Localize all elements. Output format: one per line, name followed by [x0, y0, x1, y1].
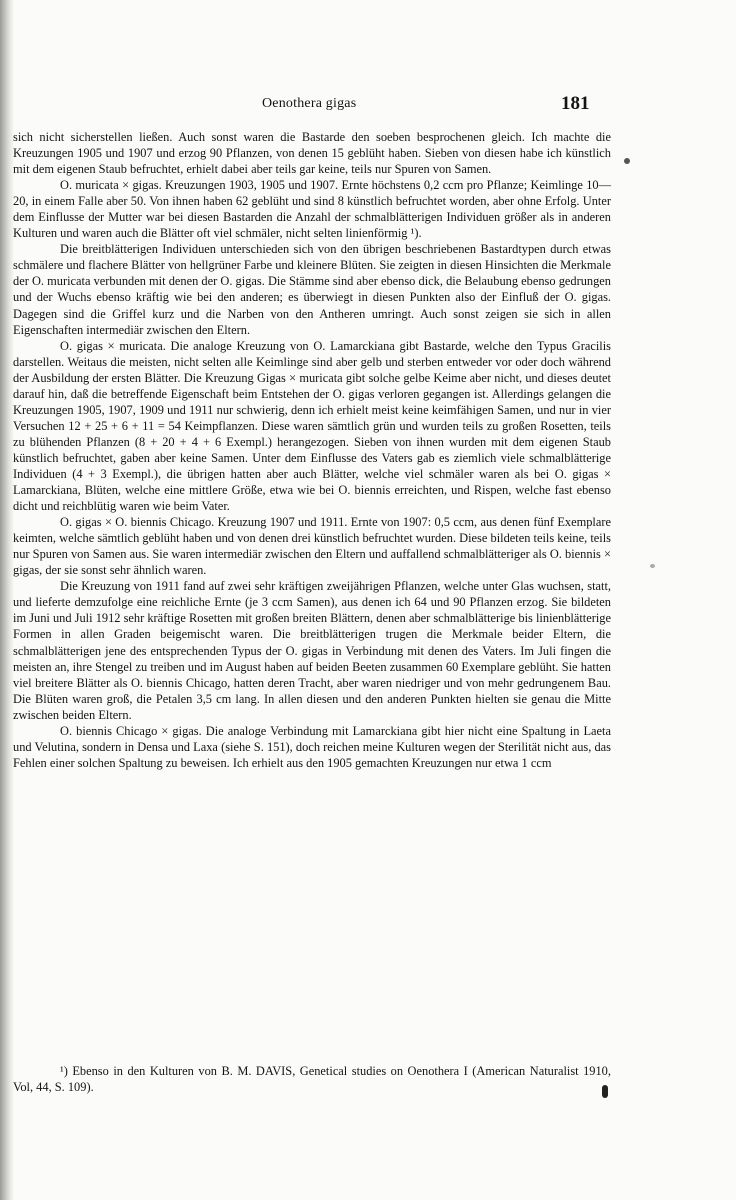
footnote-text: Ebenso in den Kulturen von B. M. DAVIS, Genetical studies on Oenothera I (American Naturalist 1910, Vol, 44, S. 109).	[13, 1064, 611, 1095]
paragraph: O. gigas × muricata. Die analoge Kreuzung von O. Lamarckiana gibt Bastarde, welche den Typus Gracilis darstellen. Weitaus die meisten, nicht selten alle Keimlinge sind aber gelb und sterben entweder vor oder doch während der Ausbildung der ersten Blätter. Die Kreuzung Gigas × muricata gibt solche gelbe Keime aber nicht, und dieses deutet darauf hin, daß die betreffende Eigenschaft beim Entstehen der O. gigas verloren gegangen ist. Allerdings gelangen die Kreuzungen 1905, 1907, 1909 und 1911 nur schwierig, denn ich erhielt meist keine keimfähigen Samen, und nur in vier Versuchen 12 + 25 + 6 + 11 = 54 Keimpflanzen. Diese waren sämtlich grün und wurden teils zu großen Rosetten, teils zu blühenden Pflanzen (8 + 20 + 4 + 6 Exempl.) herangezogen. Sieben von ihnen wurden mit dem eigenen Staub künstlich befruchtet, gaben aber keine Samen. Unter dem Einflusse des Vaters gab es ziemlich viele schmalblätterige Individuen (4 + 3 Exempl.), die übrigen hatten aber auch Blätter, welche viel schmäler waren als bei O. gigas × Lamarckiana, Blüten, welche eine mittlere Größe, etwa wie bei O. biennis erreichten, und Rispen, welche fast ebenso dicht und reichblütig waren wie beim Vater.	[13, 338, 611, 514]
print-speck	[650, 564, 655, 568]
page-header	[0, 93, 736, 120]
running-title: Oenothera gigas	[262, 96, 357, 111]
body-text	[13, 129, 611, 771]
footnotes	[13, 1063, 611, 1095]
paragraph: O. muricata × gigas. Kreuzungen 1903, 1905 und 1907. Ernte höchstens 0,2 ccm pro Pflanze; Keimlinge 10—20, in einem Falle aber 50. Von ihnen haben 62 geblüht und sind 8 künstlich befruchtet worden, aber ohne Erfolg. Unter dem Einflusse der Mutter war bei diesen Bastarden die Anzahl der schmalblätterigen Individuen größer als in anderen Kulturen und waren auch die Blätter oft viel schmäler, nicht selten linienförmig ¹).	[13, 178, 611, 241]
footnote-marker: ¹)	[60, 1064, 68, 1078]
paragraph: Die breitblätterigen Individuen unterschieden sich von den übrigen beschriebenen Bastardtypen durch etwas schmälere und flachere Blätter von hellgrüner Farbe und kleinere Blüten. Sie zeigten in diesen Hinsichten die Merkmale der O. muricata verbunden mit denen der O. gigas. Die Stämme sind aber ebenso dick, die Belaubung ebenso gedrungen und der Wuchs ebenso kräftig wie bei den anderen; es überwiegt in diesen Punkten also der Einfluß der O. gigas. Dagegen sind die Griffel kurz und die Narben von den Antheren umringt. Auch sonst zeigen sie sich in allen Eigenschaften intermediär zwischen den Eltern.	[13, 242, 611, 337]
footnote	[13, 1063, 611, 1095]
paragraph: O. gigas × O. biennis Chicago. Kreuzung 1907 und 1911. Ernte von 1907: 0,5 ccm, aus denen fünf Exemplare keimten, welche sämtlich geblüht haben und von denen drei künstlich befruchtet wurden. Diese bildeten teils keine, teils nur Spuren von Samen aus. Sie waren intermediär zwischen den Eltern und auffallend schmalblätteriger als O. biennis × gigas, der sie sonst sehr ähnlich waren.	[13, 515, 611, 578]
paragraph: sich nicht sicherstellen ließen. Auch sonst waren die Bastarde den soeben besprochenen gleich. Ich machte die Kreuzungen 1905 und 1907 und erzog 90 Pflanzen, von denen 15 geblüht haben. Sieben von diesen habe ich künstlich mit dem eigenen Staub befruchtet, erhielt dabei aber teils gar keine, teils nur Spuren von Samen.	[13, 130, 611, 177]
page-binding-shadow	[0, 0, 14, 1200]
paragraph: Die Kreuzung von 1911 fand auf zwei sehr kräftigen zweijährigen Pflanzen, welche unter Glas wuchsen, statt, und lieferte demzufolge eine reichliche Ernte (je 3 ccm Samen), aus denen ich 64 und 90 Pflanzen erzog. Sie bildeten im Juni und Juli 1912 sehr kräftige Rosetten mit großen breiten Blättern, denen aber schmalblätterige bis linienblätterige Formen in allen Graden beigemischt waren. Die breitblätterigen trugen die Merkmale beider Eltern, die schmalblätterigen jene des entsprechenden Typus der O. gigas in Verbindung mit denen des Vaters. Im Juli fingen die meisten an, ihre Stengel zu treiben und im August haben auf beiden Beeten zusammen 60 Exemplare geblüht. Sie hatten viel breitere Blätter als O. biennis Chicago, hatten deren Tracht, aber waren niedriger und von mehr gedrungenem Bau. Die Blüten waren groß, die Petalen 3,5 cm lang. In allen diesen und den anderen Punkten hielten sie genau die Mitte zwischen beiden Eltern.	[13, 579, 611, 722]
print-speck	[602, 1085, 608, 1098]
print-speck	[624, 158, 630, 164]
paragraph: O. biennis Chicago × gigas. Die analoge Verbindung mit Lamarckiana gibt hier nicht eine Spaltung in Laeta und Velutina, sondern in Densa und Laxa (siehe S. 151), doch reichen meine Kulturen wegen der Sterilität nicht aus, das Fehlen einer solchen Spaltung zu beweisen. Ich erhielt aus den 1905 gemachten Kreuzungen nur etwa 1 ccm	[13, 723, 611, 770]
page-number: 181	[561, 93, 590, 114]
